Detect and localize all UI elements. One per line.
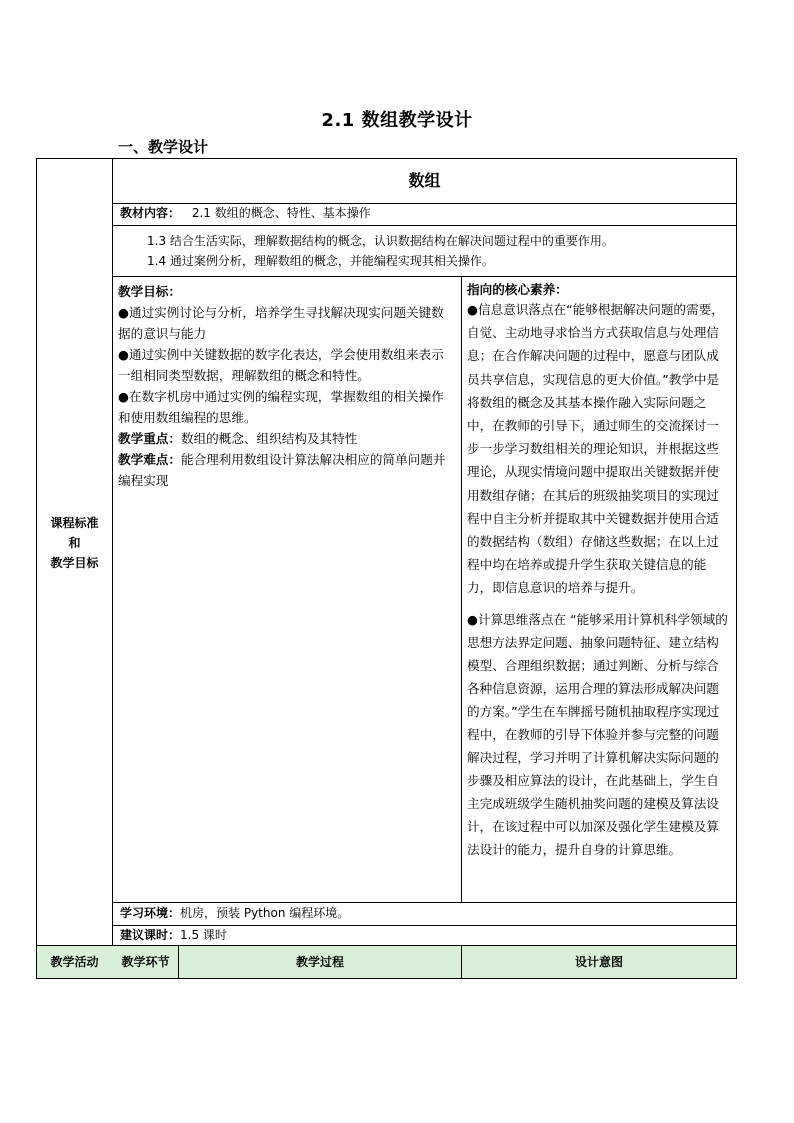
environment-label: 学习环境： xyxy=(120,906,181,920)
page-title: 2.1 数组教学设计 xyxy=(321,110,473,131)
material-row xyxy=(120,206,730,221)
header-cell: 设计意图 xyxy=(574,955,623,969)
goals-cell xyxy=(118,281,456,491)
standard-item: 1.4 通过案例分析，理解数组的概念，并能编程实现其相关操作。 xyxy=(147,254,494,268)
environment-value: 机房，预装 Python 编程环境。 xyxy=(180,906,350,920)
material-value: 2.1 数组的概念、特性、基本操作 xyxy=(191,206,371,220)
literacy-heading: 指向的核心素养： xyxy=(467,282,568,297)
difficulty-label: 教学难点： xyxy=(118,452,181,467)
goal-item: ●通过实例中关键数据的数字化表达，学会使用数组来表示一组相同类型数据，理解数组的概念和特性。 xyxy=(118,347,444,383)
topic-title: 数组 xyxy=(408,171,441,190)
standards xyxy=(147,231,732,271)
header-cell: 教学环节 xyxy=(121,955,170,969)
hours-value: 1.5 课时 xyxy=(180,928,227,942)
literacy-paragraph: ●信息意识落点在“能够根据解决问题的需要，自觉、主动地寻求恰当方式获取信息与处理信息；在合作解决问题的过程中，愿意与团队成员共享信息，实现信息的更大价值。”教学中是将数组的概念及其基本操作融入实际问题之中，在教师的引导下，通过师生的交流探讨一步一步学习数组相关的理论知识，并根据这些理论，从现实情境问题中提取出关键数据并使用数组存储；在其后的班级抽奖项目的实现过程中自主分析并提取其中关键数据并使用合适的数据结构（数组）存储这些数据；在以上过程中均在培养或提升学生获取关键信息的能力，即信息意识的培养与提升。 xyxy=(467,302,724,596)
section-heading: 一、教学设计 xyxy=(118,138,209,156)
left-label xyxy=(36,513,113,573)
standard-item: 1.3 结合生活实际，理解数据结构的概念，认识数据结构在解决问题过程中的重要作用。 xyxy=(147,234,614,248)
material-label: 教材内容： xyxy=(120,206,181,220)
difficulty-value: 能合理利用数组设计算法解决相应的简单问题并编程实现 xyxy=(118,452,446,488)
key-value: 数组的概念、组织结构及其特性 xyxy=(180,431,358,446)
hours-row xyxy=(120,928,730,943)
header-cell: 教学活动 xyxy=(50,955,99,969)
literacy-cell xyxy=(467,281,731,861)
difficulty-point xyxy=(118,449,456,491)
left-label-line: 和 xyxy=(68,536,81,550)
left-label-line: 课程标准 xyxy=(50,516,99,530)
goal-item: ●在数字机房中通过实例的编程实现，掌握数组的相关操作和使用数组编程的思维。 xyxy=(118,389,444,425)
key-label: 教学重点： xyxy=(118,431,181,446)
environment-row xyxy=(120,906,730,921)
hours-label: 建议课时： xyxy=(120,928,181,942)
header-cell: 教学过程 xyxy=(295,955,344,969)
literacy-paragraph: ●计算思维落点在 “能够采用计算机科学领域的思想方法界定问题、抽象问题特征、建立结构模型、合理组织数据；通过判断、分析与综合各种信息资源，运用合理的算法形成解决问题的方案。”学生在车牌摇号随机抽取程序实现过程中，在教师的引导下体验并参与完整的问题解决过程，学习并明了计算机解决实际问题的步骤及相应算法的设计，在此基础上，学生自主完成班级学生随机抽奖问题的建模及算法设计，在该过程中可以加深及强化学生建模及算法设计的能力，提升自身的计算思维。 xyxy=(467,611,728,857)
left-label-line: 教学目标 xyxy=(50,556,99,570)
goals-heading: 教学目标： xyxy=(118,284,181,299)
goal-item: ●通过实例讨论与分析，培养学生寻找解决现实问题关键数据的意识与能力 xyxy=(118,305,444,341)
key-point xyxy=(118,428,456,449)
